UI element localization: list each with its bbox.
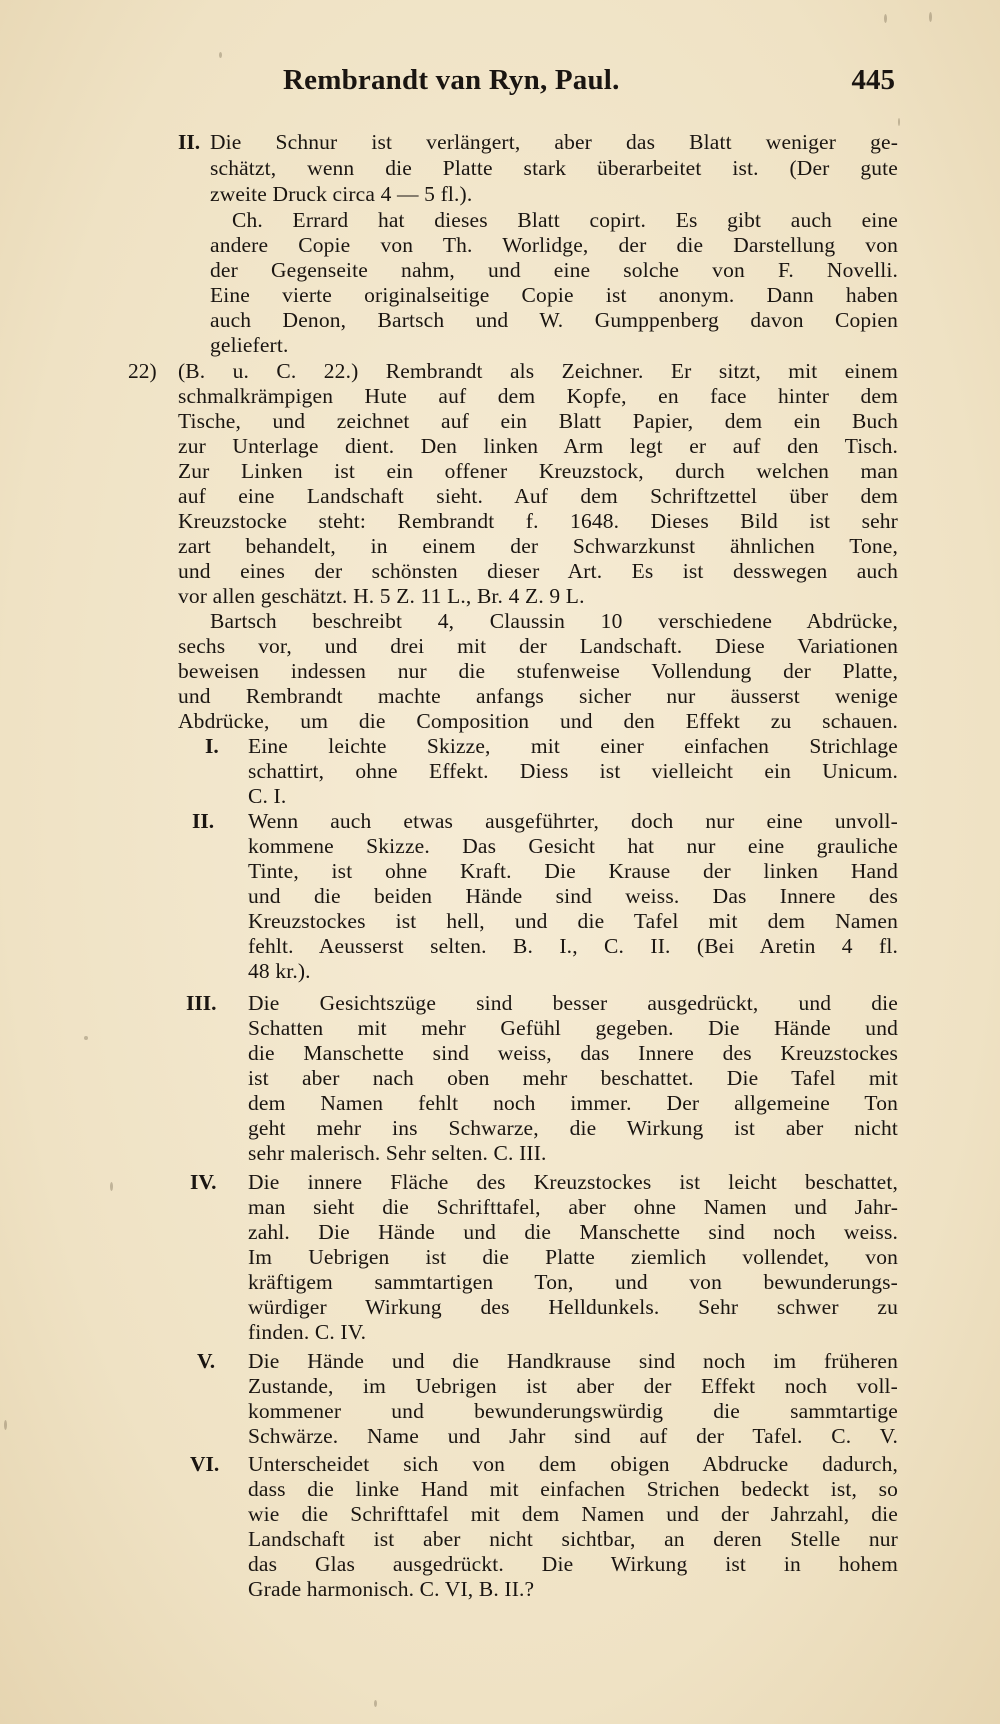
text-line: schmalkrämpigen Hute auf dem Kopfe, en face hinter dem (178, 384, 898, 408)
text-line: Die Schnur ist verlängert, aber das Blatt weniger ge- (210, 130, 898, 154)
text-line: Bartsch beschreibt 4, Claussin 10 verschiedene Abdrücke, (210, 609, 898, 633)
text-line: sechs vor, und drei mit der Landschaft. Diese Variationen (178, 634, 898, 658)
text-line: dem Namen fehlt noch immer. Der allgemeine Ton (248, 1091, 898, 1115)
text-line: und Rembrandt machte anfangs sicher nur äusserst wenige (178, 684, 898, 708)
text-line: andere Copie von Th. Worlidge, der die Darstellung von (210, 233, 898, 257)
text-line: Kreuzstockes ist hell, und die Tafel mit dem Namen (248, 909, 898, 933)
text-line: zart behandelt, in einem der Schwarzkunst ähnlichen Tone, (178, 534, 898, 558)
paper-speck (110, 1182, 113, 1191)
text-line: geliefert. (210, 333, 289, 357)
paper-speck (929, 12, 932, 22)
text-line: zweite Druck circa 4 — 5 fl.). (210, 182, 473, 206)
text-line: Schatten mit mehr Gefühl gegeben. Die Hände und (248, 1016, 898, 1040)
text-line: Schwärze. Name und Jahr sind auf der Tafel. C. V. (248, 1424, 898, 1448)
text-line: auch Denon, Bartsch und W. Gumppenberg davon Copien (210, 308, 898, 332)
text-line: schätzt, wenn die Platte stark überarbeitet ist. (Der gute (210, 156, 898, 180)
text-line: Unterscheidet sich von dem obigen Abdrucke dadurch, (248, 1452, 898, 1476)
text-line: Zustande, im Uebrigen ist aber der Effekt noch voll- (248, 1374, 898, 1398)
text-line: Wenn auch etwas ausgeführter, doch nur eine unvoll- (248, 809, 898, 833)
text-line: Grade harmonisch. C. VI, B. II.? (248, 1577, 535, 1601)
text-line: Ch. Errard hat dieses Blatt copirt. Es gibt auch eine (232, 208, 898, 232)
text-line: ist aber nach oben mehr beschattet. Die Tafel mit (248, 1066, 898, 1090)
text-line: Kreuzstocke steht: Rembrandt f. 1648. Dieses Bild ist sehr (178, 509, 898, 533)
state-label: V. (197, 1349, 216, 1373)
text-line: kommener und bewunderungswürdig die sammtartige (248, 1399, 898, 1423)
state-label: VI. (190, 1452, 220, 1476)
paper-speck (84, 1036, 88, 1040)
text-line: der Gegenseite nahm, und eine solche von F. Novelli. (210, 258, 898, 282)
paper-speck (374, 1700, 377, 1707)
text-line: Die innere Fläche des Kreuzstockes ist leicht beschattet, (248, 1170, 898, 1194)
text-line: Die Hände und die Handkrause sind noch im früheren (248, 1349, 898, 1373)
paper-speck (884, 14, 887, 23)
text-line: fehlt. Aeusserst selten. B. I., C. II. (Bei Aretin 4 fl. (248, 934, 898, 958)
state-label: IV. (190, 1170, 217, 1194)
paper-speck (898, 118, 900, 126)
text-line: Die Gesichtszüge sind besser ausgedrückt, und die (248, 991, 898, 1015)
state-label: III. (186, 991, 217, 1015)
text-line: finden. C. IV. (248, 1320, 367, 1344)
text-line: Landschaft ist aber nicht sichtbar, an deren Stelle nur (248, 1527, 898, 1551)
state-label: II. (178, 130, 201, 154)
running-header (283, 64, 895, 108)
text-line: dass die linke Hand mit einfachen Strichen bedeckt ist, so (248, 1477, 898, 1501)
paper-speck (219, 52, 222, 58)
text-line: kommene Skizze. Das Gesicht hat nur eine grauliche (248, 834, 898, 858)
text-line: wie die Schrifttafel mit dem Namen und der Jahrzahl, die (248, 1502, 898, 1526)
text-line: 48 kr.). (248, 959, 311, 983)
text-line: Im Uebrigen ist die Platte ziemlich vollendet, von (248, 1245, 898, 1269)
running-title: Rembrandt van Ryn, Paul. (283, 64, 620, 96)
text-line: die Manschette sind weiss, das Innere des Kreuzstockes (248, 1041, 898, 1065)
text-line: und eines der schönsten dieser Art. Es ist desswegen auch (178, 559, 898, 583)
text-line: kräftigem sammtartigen Ton, und von bewunderungs- (248, 1270, 898, 1294)
state-label: II. (192, 809, 215, 833)
page-number: 445 (851, 64, 895, 96)
text-line: Abdrücke, um die Composition und den Effekt zu schauen. (178, 709, 898, 733)
text-line: Tische, und zeichnet auf ein Blatt Papier, dem ein Buch (178, 409, 898, 433)
text-line: zur Unterlage dient. Den linken Arm legt er auf den Tisch. (178, 434, 898, 458)
text-line: das Glas ausgedrückt. Die Wirkung ist in hohem (248, 1552, 898, 1576)
text-line: geht mehr ins Schwarze, die Wirkung ist aber nicht (248, 1116, 898, 1140)
text-line: Eine leichte Skizze, mit einer einfachen Strichlage (248, 734, 898, 758)
paper-speck (4, 1420, 7, 1430)
text-line: auf eine Landschaft sieht. Auf dem Schriftzettel über dem (178, 484, 898, 508)
text-line: (B. u. C. 22.) Rembrandt als Zeichner. Er sitzt, mit einem (178, 359, 898, 383)
text-line: Zur Linken ist ein offener Kreuzstock, durch welchen man (178, 459, 898, 483)
text-line: und die beiden Hände sind weiss. Das Innere des (248, 884, 898, 908)
text-line: Eine vierte originalseitige Copie ist anonym. Dann haben (210, 283, 898, 307)
text-line: würdiger Wirkung des Helldunkels. Sehr schwer zu (248, 1295, 898, 1319)
text-line: C. I. (248, 784, 287, 808)
text-line: zahl. Die Hände und die Manschette sind noch weiss. (248, 1220, 898, 1244)
state-label: I. (205, 734, 219, 758)
text-line: man sieht die Schrifttafel, aber ohne Namen und Jahr- (248, 1195, 898, 1219)
entry-number: 22) (128, 359, 157, 383)
text-line: sehr malerisch. Sehr selten. C. III. (248, 1141, 547, 1165)
text-line: beweisen indessen nur die stufenweise Vollendung der Platte, (178, 659, 898, 683)
text-line: vor allen geschätzt. H. 5 Z. 11 L., Br. 4 Z. 9 L. (178, 584, 585, 608)
text-line: Tinte, ist ohne Kraft. Die Krause der linken Hand (248, 859, 898, 883)
text-line: schattirt, ohne Effekt. Diess ist vielleicht ein Unicum. (248, 759, 898, 783)
